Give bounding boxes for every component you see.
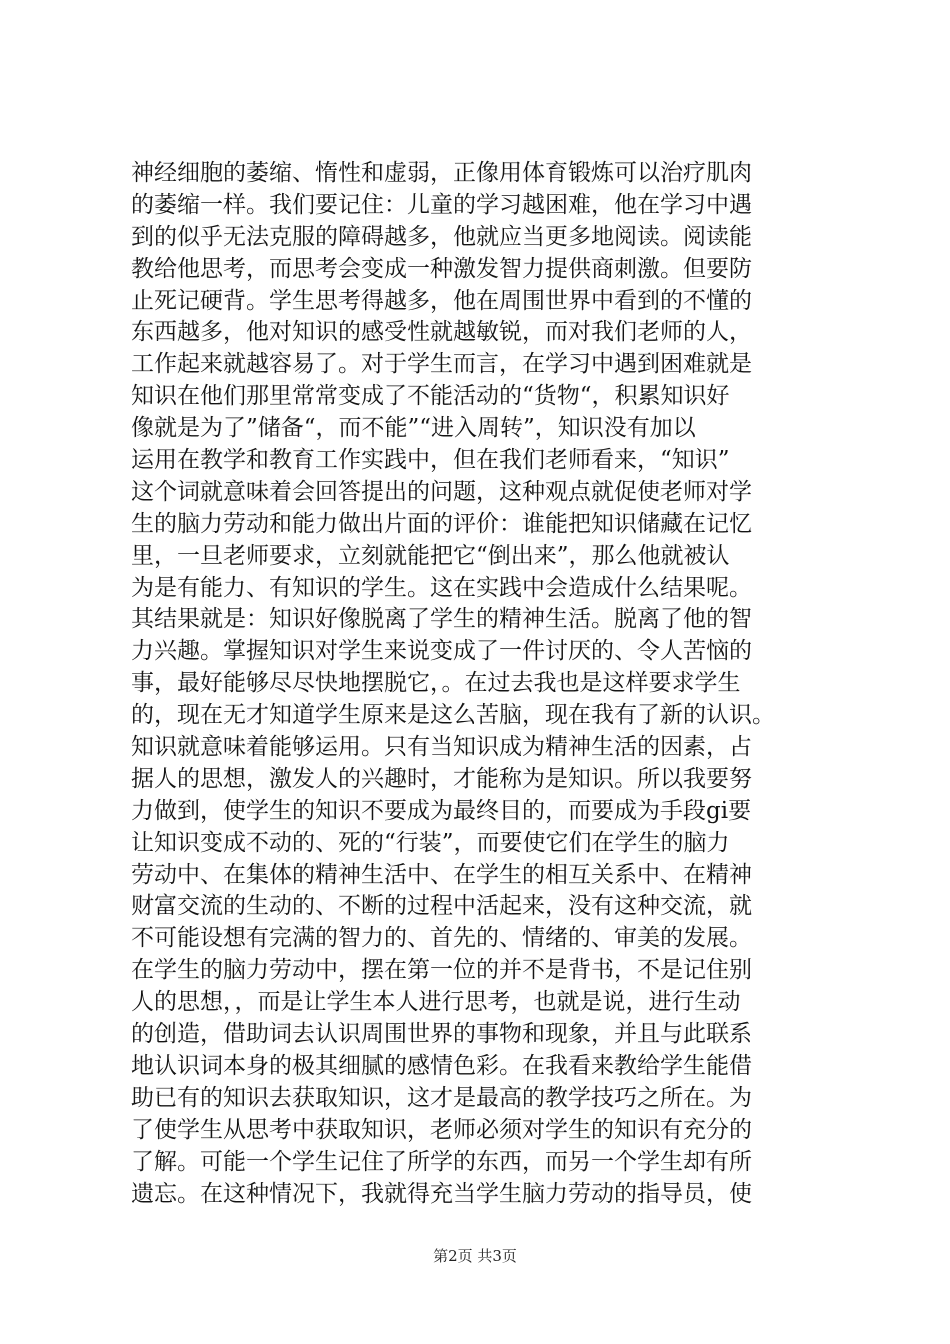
text-line: 东西越多，他对知识的感受性就越敏锐，而对我们老师的人， [131,319,752,346]
text-line: 运用在教学和教育工作实践中，但在我们老师看来，“知识” [131,447,730,474]
text-line: 助已有的知识去获取知识，这才是最高的教学技巧之所在。为 [131,1084,752,1111]
text-line: 教给他思考，而思考会变成一种激发智力提供商刺激。但要防 [131,255,752,282]
text-line: 让知识变成不动的、死的“行装”，而要使它们在学生的脑力 [131,829,730,856]
text-line: 人的思想，，而是让学生本人进行思考，也就是说，进行生动 [131,989,741,1016]
text-line: 了使学生从思考中获取知识，老师必须对学生的知识有充分的 [131,1116,752,1143]
text-line: 知识就意味着能够运用。只有当知识成为精神生活的因素，占 [131,734,752,761]
text-line: 知识在他们那里常常变成了不能活动的“货物“，积累知识好 [131,383,730,410]
text-line: 力兴趣。掌握知识对学生来说变成了一件讨厌的、令人苦恼的 [131,638,752,665]
text-line: 地认识词本身的极其细腻的感情色彩。在我看来教给学生能借 [131,1052,752,1079]
text-line: 的创造，借助词去认识周围世界的事物和现象，并且与此联系 [131,1021,752,1048]
text-line: 了解。可能一个学生记住了所学的东西，而另一个学生却有所 [131,1148,752,1175]
text-line: 里，一旦老师要求，立刻就能把它“倒出来”，那么他就被认 [131,542,730,569]
text-line: 不可能设想有完满的智力的、首先的、情绪的、审美的发展。 [131,925,752,952]
text-line: 到的似乎无法克服的障碍越多，他就应当更多地阅读。阅读能 [131,223,752,250]
text-line: 财富交流的生动的、不断的过程中活起来，没有这种交流，就 [131,893,752,920]
text-line: 止死记硬背。学生思考得越多，他在周围世界中看到的不懂的 [131,287,752,314]
page-footer: 第2页 共3页 [433,1247,517,1265]
text-line: 劳动中、在集体的精神生活中、在学生的相互关系中、在精神 [131,861,752,888]
body-text [131,158,831,1210]
text-line: 为是有能力、有知识的学生。这在实践中会造成什么结果呢。 [131,574,752,601]
text-line: 的，现在无才知道学生原来是这么苦脑，现在我有了新的认识。 [131,702,775,729]
text-line: 遗忘。在这种情况下，我就得充当学生脑力劳动的指导员，使 [131,1180,752,1207]
text-line: 的萎缩一样。我们要记住：儿童的学习越困难，他在学习中遇 [131,191,752,218]
text-line: 在学生的脑力劳动中，摆在第一位的并不是背书，不是记住别 [131,957,752,984]
text-line: 工作起来就越容易了。对于学生而言，在学习中遇到困难就是 [131,351,752,378]
text-line: 这个词就意味着会回答提出的问题，这种观点就促使老师对学 [131,478,752,505]
text-line: 神经细胞的萎缩、惰性和虚弱，正像用体育锻炼可以治疗肌肉 [131,160,752,186]
text-line: 事，最好能够尽尽快地摆脱它，。在过去我也是这样要求学生 [131,670,741,697]
text-line: 据人的思想，激发人的兴趣时，才能称为是知识。所以我要努 [131,765,752,792]
text-line: 其结果就是：知识好像脱离了学生的精神生活。脱离了他的智 [131,606,752,633]
text-line: 力做到，使学生的知识不要成为最终目的，而要成为手段gi要 [131,797,752,824]
text-line: 生的脑力劳动和能力做出片面的评价：谁能把知识储藏在记忆 [131,510,752,537]
text-line: 像就是为了”储备“，而不能”“进入周转”，知识没有加以 [131,415,696,442]
